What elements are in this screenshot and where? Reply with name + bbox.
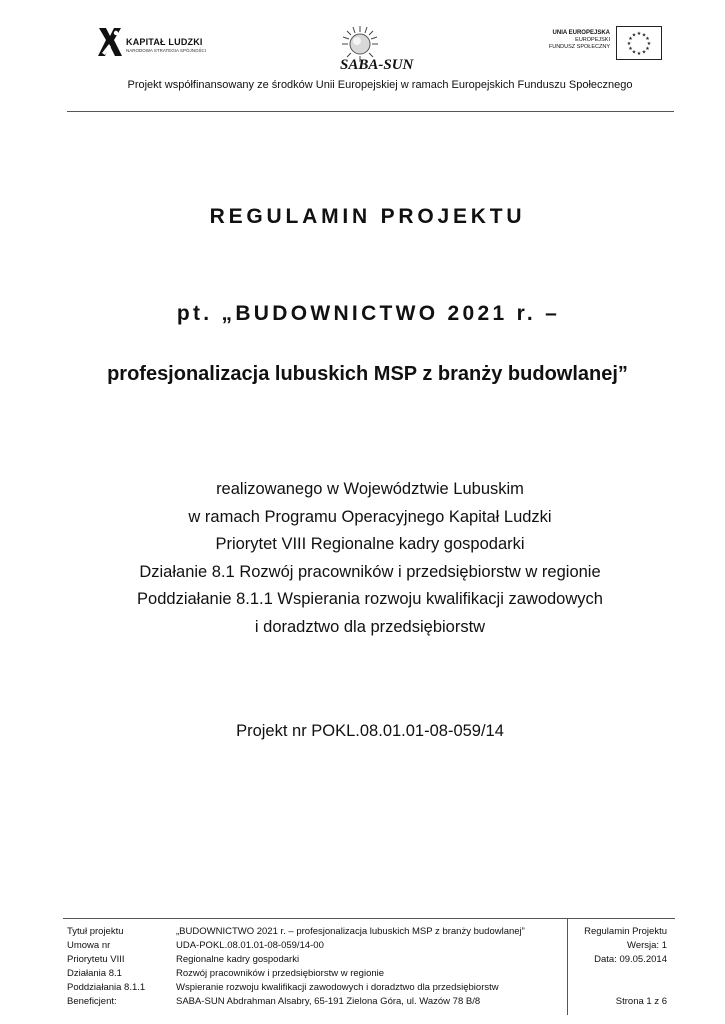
- document-subtitle-continued: profesjonalizacja lubuskich MSP z branży budowlanej”: [107, 363, 628, 385]
- footer-value: „BUDOWNICTWO 2021 r. – profesjonalizacja lubuskich MSP z branży budowlanej”: [176, 926, 525, 937]
- project-number: Projekt nr POKL.08.01.01-08-059/14: [236, 722, 504, 740]
- footer-label: Tytuł projektu: [67, 926, 124, 937]
- footer-row: [63, 995, 675, 1009]
- kapital-ludzki-emblem-icon: [96, 26, 124, 58]
- svg-text:★: ★: [636, 51, 642, 57]
- footer-label: Poddziałania 8.1.1: [67, 982, 146, 993]
- footer-row: [63, 939, 675, 953]
- footer-doc-type: Regulamin Projektu: [584, 926, 667, 937]
- description-line: w ramach Programu Operacyjnego Kapitał Ludzki: [188, 507, 552, 526]
- eu-flag-icon: [616, 26, 662, 60]
- svg-text:★: ★: [636, 31, 642, 37]
- footer-label: Priorytetu VIII: [67, 954, 125, 965]
- svg-text:★: ★: [645, 36, 650, 42]
- svg-text:★: ★: [646, 41, 652, 47]
- description-line: Priorytet VIII Regionalne kadry gospodarki: [215, 535, 525, 553]
- svg-text:★: ★: [645, 46, 650, 52]
- description-line: Działanie 8.1 Rozwój pracowników i przedsiębiorstw w regionie: [139, 562, 601, 581]
- svg-text:★: ★: [631, 32, 637, 39]
- svg-text:★: ★: [628, 36, 633, 42]
- header-divider: [67, 111, 674, 112]
- footer-date: Data: 09.05.2014: [594, 954, 667, 965]
- document-subtitle: pt. „BUDOWNICTWO 2021 r. –: [176, 302, 561, 325]
- svg-text:★: ★: [641, 32, 647, 39]
- footer-label: Umowa nr: [67, 940, 111, 951]
- footer-value: UDA-POKL.08.01.01-08-059/14-00: [176, 940, 324, 951]
- svg-text:★: ★: [628, 46, 633, 52]
- footer-version: Wersja: 1: [627, 940, 667, 951]
- description-line: Poddziałanie 8.1.1 Wspierania rozwoju kwalifikacji zawodowych: [137, 590, 603, 608]
- eu-logo-line3: FUNDUSZ SPOŁECZNY: [548, 44, 610, 50]
- page-number: Strona 1 z 6: [615, 996, 667, 1007]
- footer-label: Beneficjent:: [67, 996, 117, 1007]
- kapital-ludzki-logo: [96, 26, 216, 58]
- cofinancing-note: Projekt współfinansowany ze środków Unii Europejskiej w ramach Europejskich Funduszu Społecznego: [127, 79, 633, 91]
- saba-sun-logo: [330, 24, 440, 78]
- footer-row: [63, 953, 675, 967]
- page-header: [0, 0, 725, 112]
- eu-logo-text: [540, 30, 610, 51]
- footer-row: [63, 967, 675, 981]
- svg-text:★: ★: [626, 41, 632, 47]
- footer-value: Regionalne kadry gospodarki: [176, 954, 300, 965]
- footer-value: SABA-SUN Abdrahman Alsabry, 65-191 Zielona Góra, ul. Wazów 78 B/8: [176, 996, 481, 1007]
- page-footer: [63, 918, 675, 1015]
- svg-text:★: ★: [631, 49, 637, 56]
- document-description: [0, 476, 725, 641]
- eu-logo-line1: UNIA EUROPEJSKA: [552, 30, 610, 36]
- footer-label: Działania 8.1: [67, 968, 122, 979]
- kapital-ludzki-title: KAPITAŁ LUDZKI: [126, 37, 203, 47]
- footer-row: [63, 925, 675, 939]
- description-line: i doradztwo dla przedsiębiorstw: [254, 617, 486, 636]
- eu-logo: [540, 26, 665, 62]
- eu-logo-line2: EUROPEJSKI: [575, 37, 610, 43]
- footer-value: Rozwój pracowników i przedsiębiorstw w regionie: [176, 968, 385, 979]
- footer-row: [63, 981, 675, 995]
- document-title: REGULAMIN PROJEKTU: [209, 205, 526, 228]
- kapital-ludzki-subtitle: NARODOWA STRATEGIA SPÓJNOŚCI: [126, 48, 207, 53]
- description-line: realizowanego w Województwie Lubuskim: [216, 480, 524, 498]
- footer-value: Wspieranie rozwoju kwalifikacji zawodowych i doradztwo dla przedsiębiorstw: [176, 982, 499, 993]
- saba-sun-wordmark: SABA-SUN: [340, 57, 414, 73]
- svg-text:★: ★: [641, 49, 647, 56]
